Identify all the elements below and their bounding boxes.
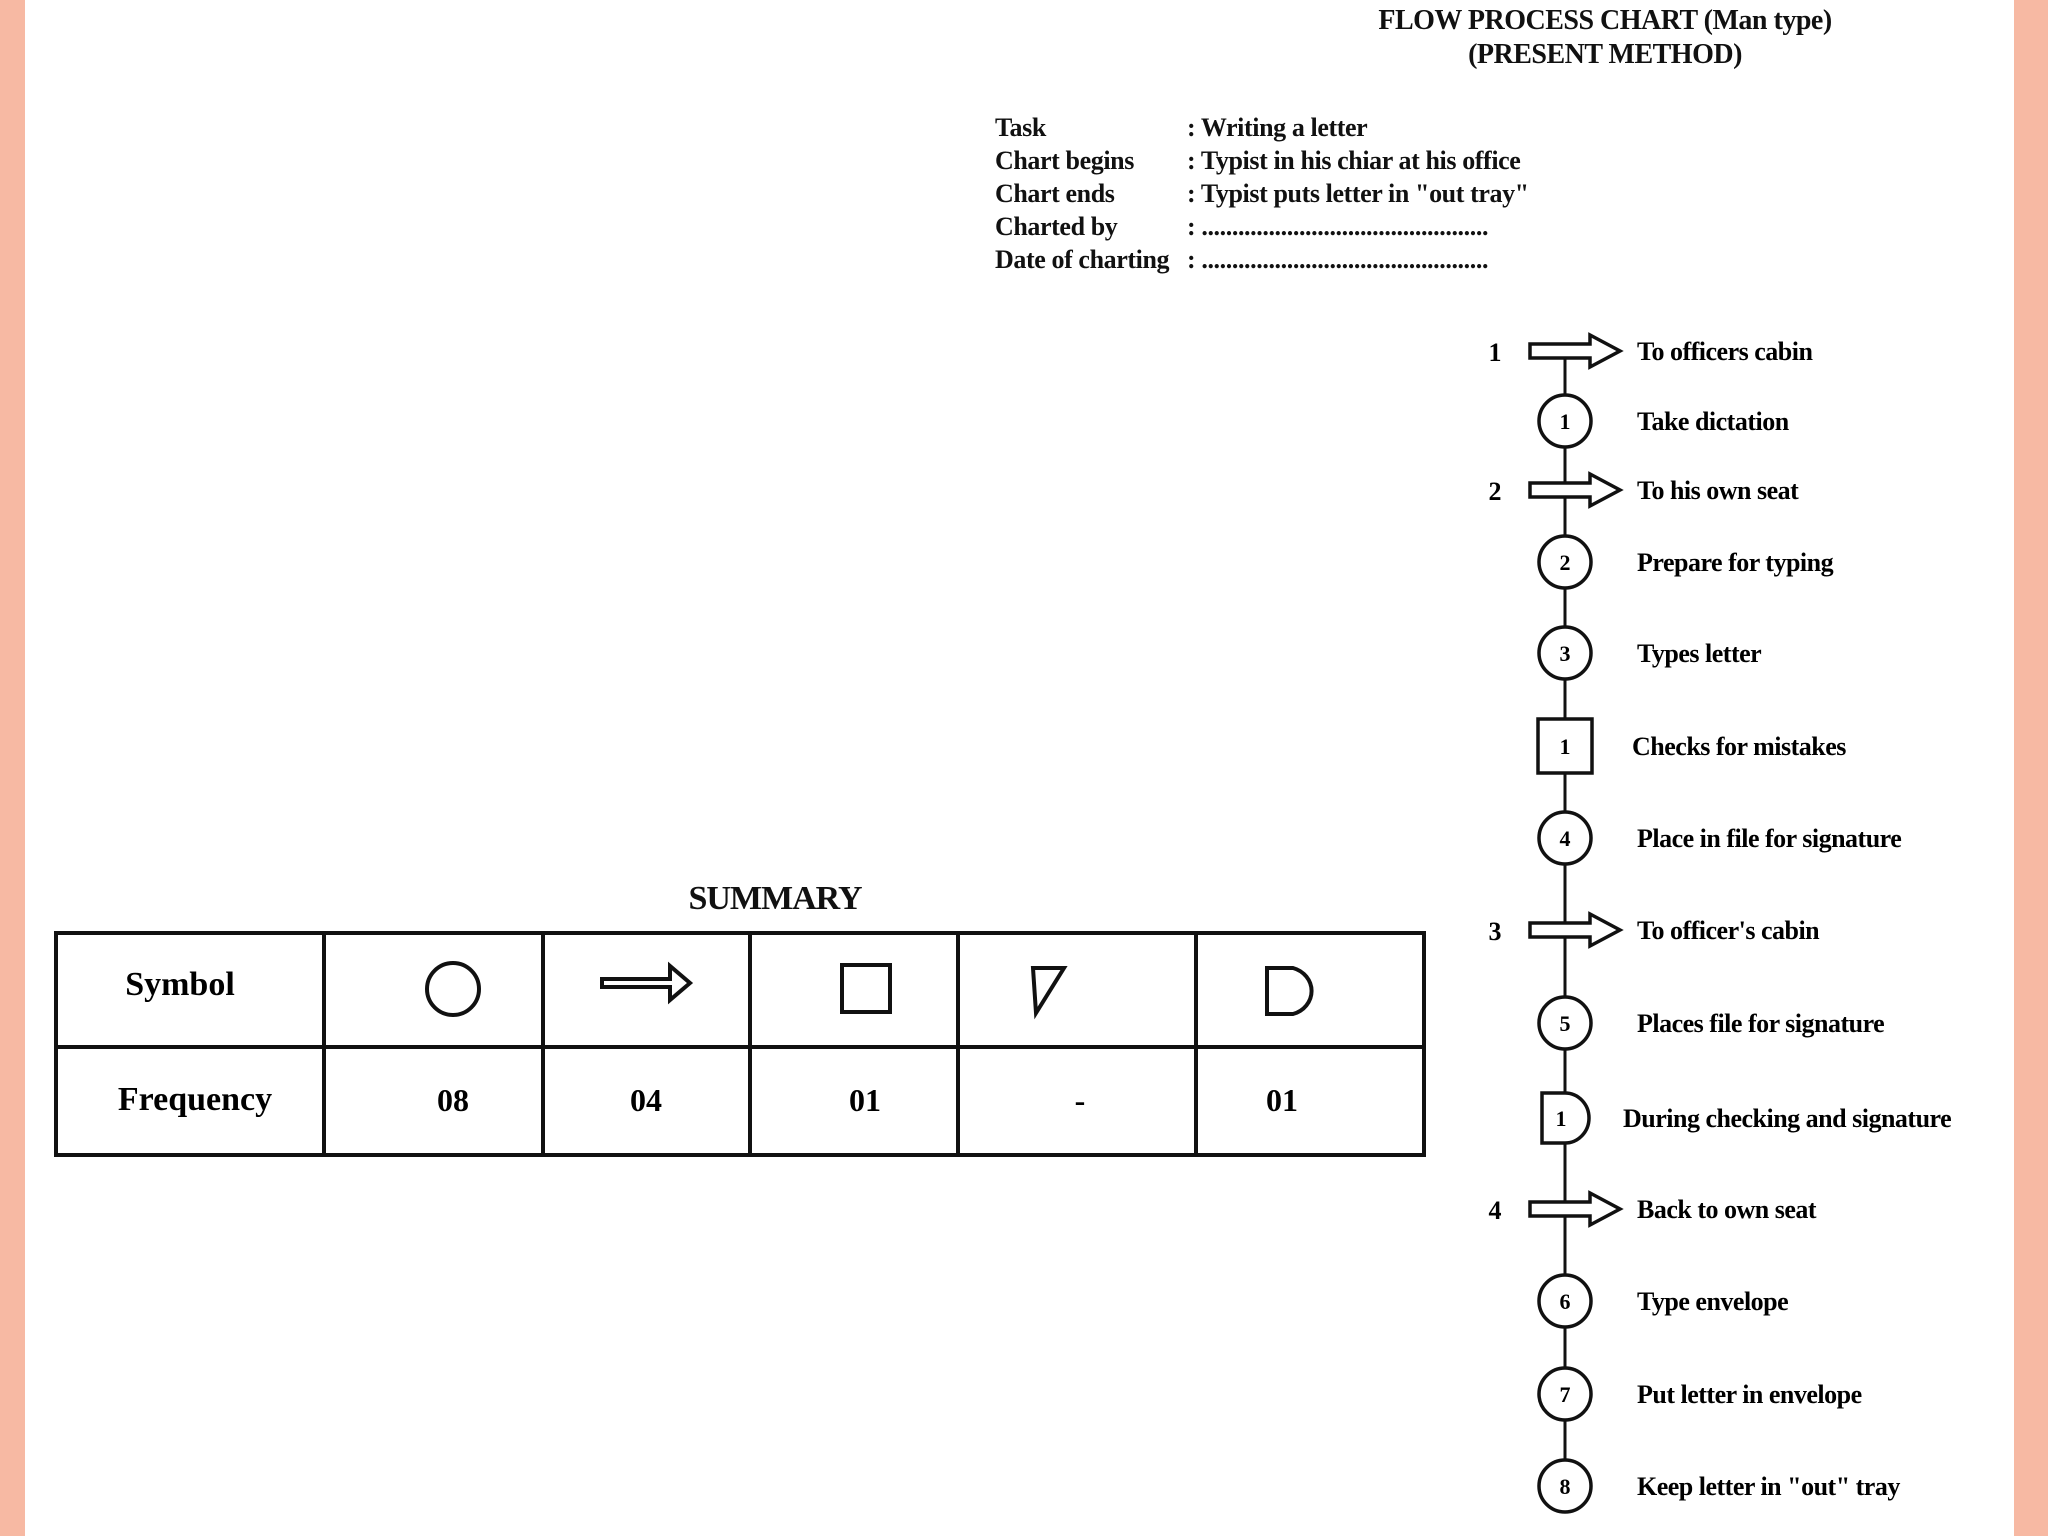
step-symbol-number: 7: [1559, 1382, 1571, 1407]
step-symbol-number: 8: [1559, 1474, 1571, 1499]
step-label: Back to own seat: [1637, 1195, 1817, 1224]
summary-table: [56, 933, 1424, 1155]
step-label: Put letter in envelope: [1637, 1380, 1862, 1409]
flow-process-chart: [1489, 335, 1952, 1512]
frequency-operation: 08: [437, 1082, 469, 1118]
transport-arrow-icon: [1530, 1193, 1620, 1225]
summary-label-symbol: Symbol: [125, 966, 235, 1003]
step-label: Prepare for typing: [1637, 548, 1834, 577]
step-symbol-number: 5: [1559, 1011, 1571, 1036]
step-transport-number: 1: [1488, 338, 1502, 367]
meta-value: : Writing a letter: [1187, 113, 1368, 142]
meta-label: Charted by: [995, 212, 1118, 241]
meta-value: : Typist puts letter in "out tray": [1187, 179, 1529, 208]
summary-table-border: [56, 933, 1424, 1155]
frequency-inspection: 01: [849, 1082, 881, 1118]
storage-triangle-icon: [1033, 968, 1064, 1013]
meta-label: Chart begins: [995, 146, 1134, 175]
step-label: Place in file for signature: [1637, 824, 1902, 853]
diagram-canvas: [25, 0, 2014, 1536]
step-transport-number: 4: [1488, 1196, 1502, 1225]
meta-value: : ...............................................: [1187, 212, 1489, 241]
step-label: Checks for mistakes: [1632, 732, 1846, 761]
transport-arrow-icon: [1530, 474, 1620, 506]
step-label: To officers cabin: [1637, 337, 1813, 366]
meta-label: Chart ends: [995, 179, 1115, 208]
transport-arrow-icon: [1530, 914, 1620, 946]
step-symbol-number: 1: [1559, 409, 1571, 434]
step-label: Keep letter in "out" tray: [1637, 1472, 1900, 1501]
transport-arrow-icon: [602, 966, 690, 1000]
step-label: To his own seat: [1637, 476, 1799, 505]
step-label: Type envelope: [1637, 1287, 1789, 1316]
step-label: Types letter: [1637, 639, 1762, 668]
slide: [25, 0, 2014, 1536]
step-label: To officer's cabin: [1637, 916, 1820, 945]
chart-title-line2: (PRESENT METHOD): [1468, 39, 1742, 70]
summary-title: SUMMARY: [688, 880, 862, 917]
inspection-square-icon: [842, 965, 890, 1012]
delay-d-icon: [1267, 968, 1312, 1014]
step-symbol-number: 3: [1559, 641, 1571, 666]
step-label: During checking and signature: [1623, 1104, 1952, 1133]
frequency-transport: 04: [630, 1082, 662, 1118]
step-symbol-number: 6: [1559, 1289, 1571, 1314]
step-symbol-number: 1: [1559, 734, 1571, 759]
step-label: Places file for signature: [1637, 1009, 1885, 1038]
meta-label: Date of charting: [995, 245, 1170, 274]
step-transport-number: 3: [1488, 917, 1502, 946]
slide-border-left: [0, 0, 25, 1536]
transport-arrow-icon: [1530, 335, 1620, 367]
meta-value: : Typist in his chiar at his office: [1187, 146, 1521, 175]
frequency-storage: -: [1074, 1082, 1086, 1118]
operation-circle-icon: [427, 963, 479, 1015]
frequency-delay: 01: [1266, 1082, 1298, 1118]
chart-title-line1: FLOW PROCESS CHART (Man type): [1378, 5, 1832, 36]
meta-label: Task: [995, 113, 1046, 142]
meta-value: : ...............................................: [1187, 245, 1489, 274]
step-label: Take dictation: [1637, 407, 1789, 436]
slide-border-right: [2014, 0, 2048, 1536]
step-symbol-number: 1: [1555, 1106, 1567, 1131]
step-symbol-number: 2: [1559, 550, 1571, 575]
step-transport-number: 2: [1488, 477, 1502, 506]
step-symbol-number: 4: [1559, 826, 1571, 851]
summary-label-frequency: Frequency: [117, 1081, 273, 1118]
